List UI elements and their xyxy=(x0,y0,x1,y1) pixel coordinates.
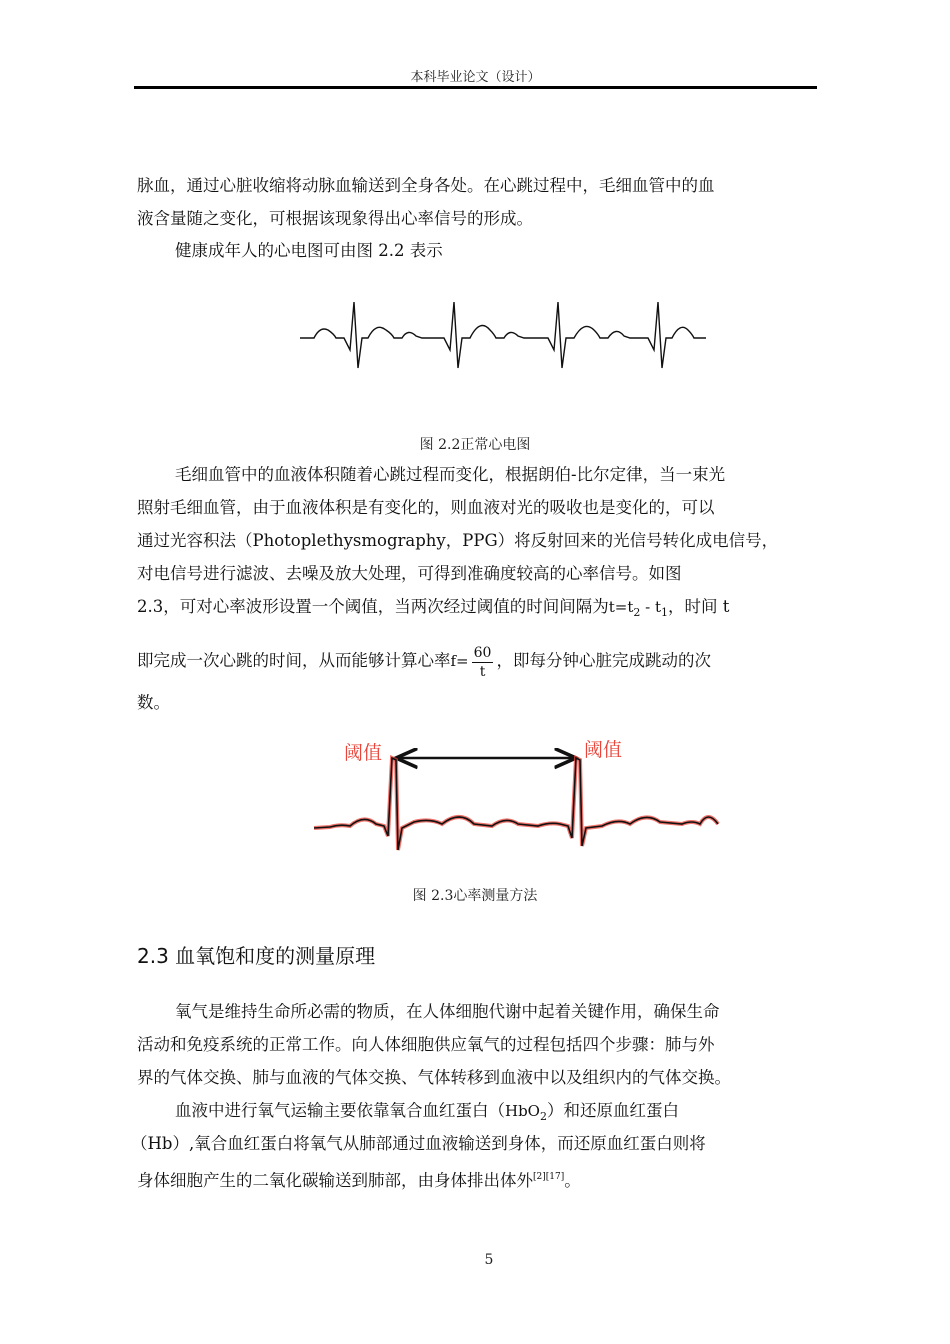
p3-line-6-end: ，即每分钟心脏完成跳动的次 xyxy=(496,651,711,670)
p3-line-1: 毛细血管中的血液体积随着心跳过程而变化，根据朗伯-比尔定律，当一束光 xyxy=(175,465,726,484)
ecg-waveform xyxy=(300,302,706,368)
formula-t-eq: t= xyxy=(608,598,628,616)
formula-minus: - xyxy=(640,598,655,616)
fraction-numerator: 60 xyxy=(473,644,492,661)
p3-line-5-end: ，时间 t xyxy=(668,597,730,616)
formula-t2: t xyxy=(627,598,634,616)
section-title: 2.3 血氧饱和度的测量原理 xyxy=(137,944,376,968)
p5-line-3-text: 身体细胞产生的二氧化碳输送到肺部，由身体排出体外 xyxy=(137,1171,533,1190)
hbo2-formula xyxy=(505,1102,547,1123)
p3-line-5-text: 2.3，可对心率波形设置一个阈值，当两次经过阈值的时间间隔为 xyxy=(137,597,609,616)
p2-line: 健康成年人的心电图可由图 2.2 表示 xyxy=(175,241,443,260)
p5-line-1-text: 血液中进行氧气运输主要依靠氧合血红蛋白（ xyxy=(175,1101,505,1120)
citation-reference: [2][17] xyxy=(533,1172,565,1182)
p3-line-4: 对电信号进行滤波、去噪及放大处理，可得到准确度较高的心率信号。如图 xyxy=(137,564,682,583)
page-header: 本科毕业论文（设计） xyxy=(410,70,541,85)
p4-line-2: 活动和免疫系统的正常工作。向人体细胞供应氧气的过程包括四个步骤：肺与外 xyxy=(137,1035,715,1054)
p1-line-2: 液含量随之变化，可根据该现象得出心率信号的形成。 xyxy=(137,209,533,228)
figure-2-3-caption: 图 2.3心率测量方法 xyxy=(412,888,538,904)
p3-line-5 xyxy=(137,596,827,624)
hbo2-text: HbO xyxy=(505,1102,540,1120)
p5-line-1-end: ）和还原血红蛋白 xyxy=(546,1101,679,1120)
p4-line-1: 氧气是维持生命所必需的物质，在人体细胞代谢中起着关键作用，确保生命 xyxy=(175,1002,720,1021)
p5-line-1 xyxy=(175,1100,865,1128)
page-number: 5 xyxy=(484,1252,494,1268)
p1-line-1: 脉血，通过心脏收缩将动脉血输送到全身各处。在心跳过程中，毛细血管中的血 xyxy=(137,176,715,195)
p5-line-3-end: 。 xyxy=(564,1171,581,1190)
p3-line-2: 照射毛细血管，由于血液体积是有变化的，则血液对光的吸收也是变化的，可以 xyxy=(137,498,715,517)
figure-2-2-caption: 图 2.2正常心电图 xyxy=(419,437,531,453)
ecg-figure xyxy=(298,290,718,380)
ppg-waveform xyxy=(314,758,718,850)
threshold-label-right: 阈值 xyxy=(584,739,623,761)
formula-t1: t xyxy=(655,598,662,616)
formula-sub-2: 2 xyxy=(633,606,641,619)
p5-line-3 xyxy=(137,1166,827,1192)
ppg-waveform-glow xyxy=(314,758,718,850)
time-interval-formula xyxy=(608,598,669,619)
formula-fraction xyxy=(472,644,494,681)
p3-line-7: 数。 xyxy=(137,693,170,712)
p5-line-2: （Hb）,氧合血红蛋白将氧气从肺部通过血液输送到身体，而还原血红蛋白则将 xyxy=(131,1134,706,1153)
formula-f-eq: f= xyxy=(450,652,469,670)
heart-rate-measurement-figure xyxy=(310,748,730,858)
threshold-label-left: 阈值 xyxy=(344,742,383,764)
p3-line-6 xyxy=(137,643,827,681)
fraction-denominator: t xyxy=(479,663,486,680)
p3-line-3: 通过光容积法（Photoplethysmography，PPG）将反射回来的光信号转化成电信号， xyxy=(137,531,779,550)
p4-line-3: 界的气体交换、肺与血液的气体交换、气体转移到血液中以及组织内的气体交换。 xyxy=(137,1068,731,1087)
formula-sub-1: 1 xyxy=(661,606,669,619)
heart-rate-formula xyxy=(450,644,497,680)
p3-line-6-text: 即完成一次心跳的时间，从而能够计算心率 xyxy=(137,651,451,670)
hbo2-subscript: 2 xyxy=(539,1110,547,1123)
header-rule xyxy=(134,86,817,89)
